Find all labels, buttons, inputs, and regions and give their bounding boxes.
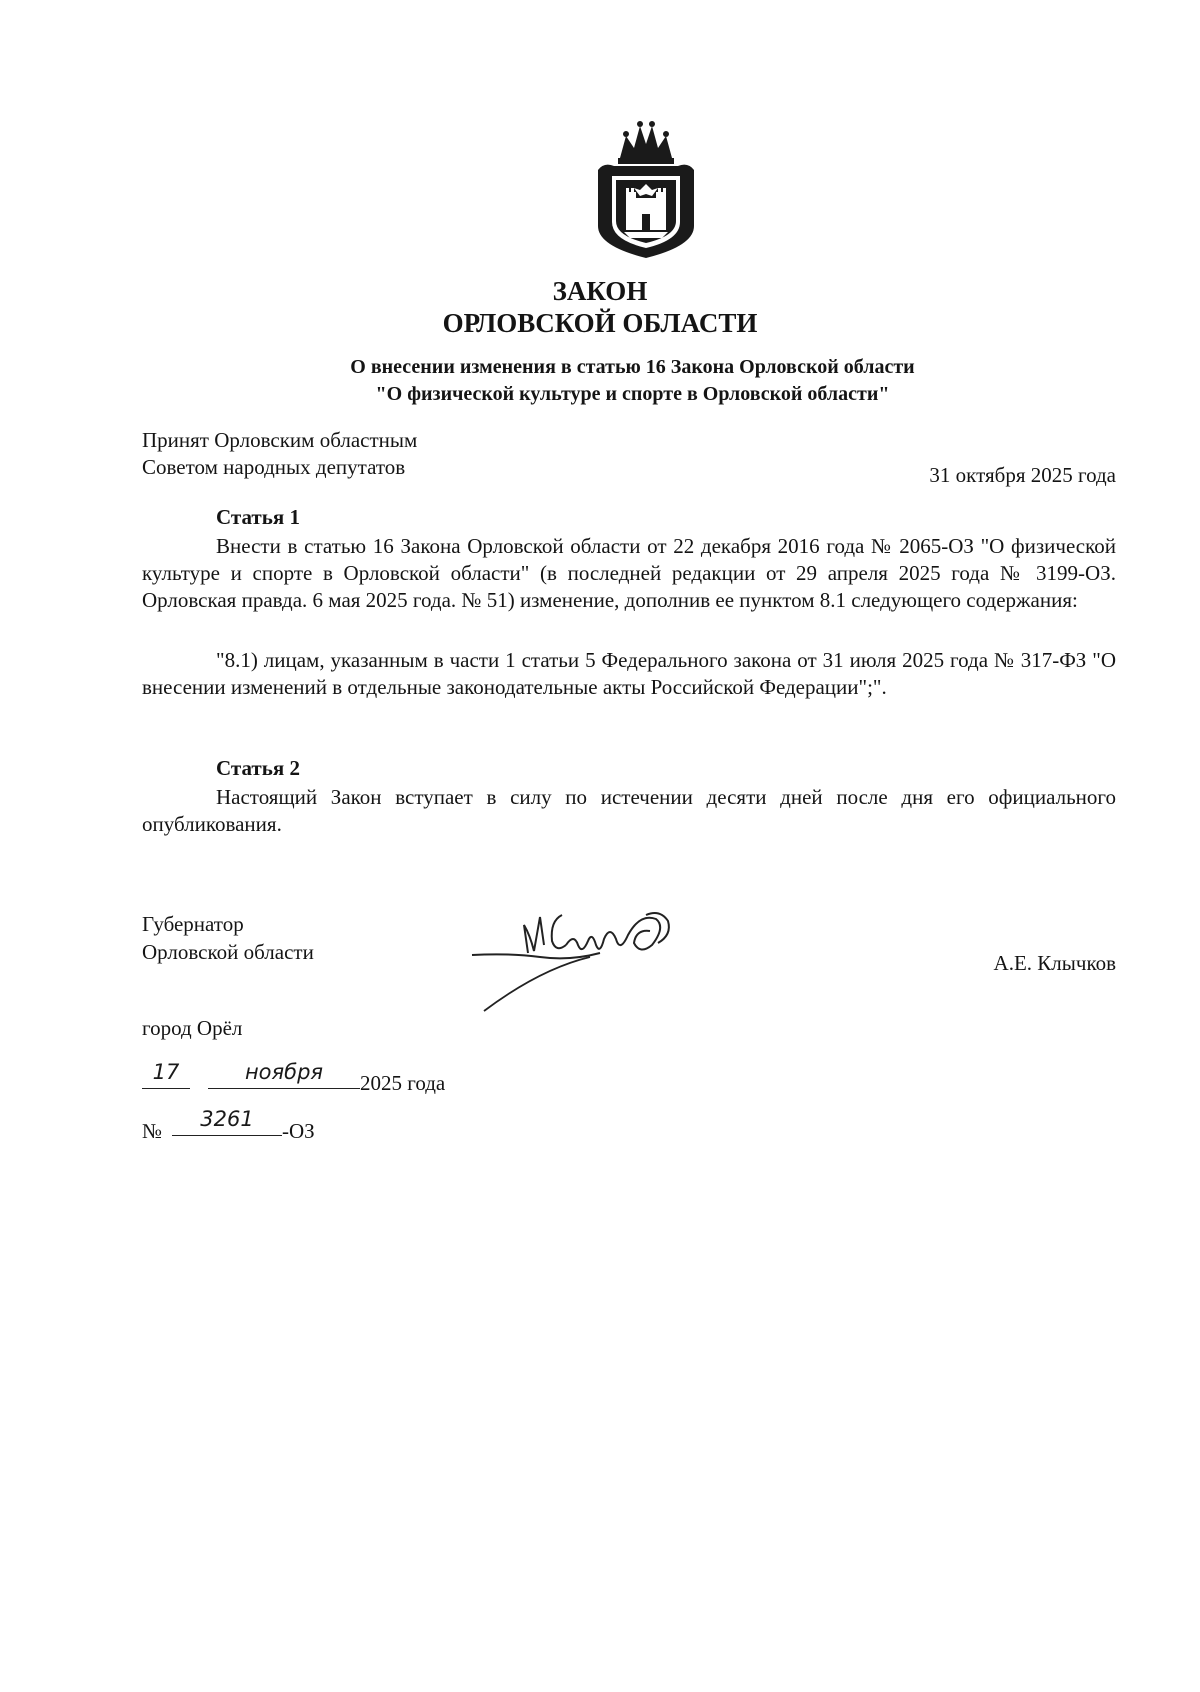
law-subtitle [0, 354, 1200, 408]
number-sign: № [142, 1119, 163, 1143]
date-month-value: ноября [244, 1060, 324, 1084]
article-1-heading: Статья 1 [216, 505, 300, 529]
adoption-date: 31 октября 2025 года [929, 463, 1116, 487]
article-1-paragraph: Внести в статью 16 Закона Орловской области от 22 декабря 2016 года № 2065-ОЗ "О физической культуре и спорте в Орловской области" (в последней редакции от 29 апреля 2025 года № 3199-ОЗ. Орловская правда. 6 мая 2025 года. № 51) изменение, дополнив ее пунктом 8.1 следующего содержания: [142, 534, 1116, 612]
law-number [142, 1105, 442, 1145]
number-blank [172, 1105, 282, 1136]
signatory-title-line: Губернатор [142, 912, 244, 936]
region-title: ОРЛОВСКОЙ ОБЛАСТИ [442, 308, 758, 338]
date-day-value: 17 [152, 1060, 180, 1084]
number-suffix: -ОЗ [282, 1119, 315, 1143]
subtitle-line: "О физической культуре и спорте в Орловской области" [375, 383, 890, 405]
adoption-line: Принят Орловским областным [142, 428, 418, 452]
handwritten-signature-icon [470, 895, 680, 1015]
article-2-paragraph: Настоящий Закон вступает в силу по истечении десяти дней после дня его официального опубликования. [142, 785, 1116, 836]
signatory-name: А.Е. Клычков [993, 951, 1116, 975]
article-1-paragraph: "8.1) лицам, указанным в части 1 статьи 5 Федерального закона от 31 июля 2025 года № 317-ФЗ "О внесении изменений в отдельные законодательные акты Российской Федерации";". [142, 648, 1116, 699]
date-day-blank [142, 1058, 190, 1089]
date-month-blank [208, 1058, 360, 1089]
number-value: 3261 [200, 1107, 254, 1131]
subtitle-line: О внесении изменения в статью 16 Закона Орловской области [350, 356, 915, 378]
signing-date [142, 1058, 542, 1098]
coat-of-arms-icon [590, 118, 702, 260]
adoption-line: Советом народных депутатов [142, 455, 406, 479]
signatory-title [142, 910, 314, 966]
adoption-body [142, 427, 417, 481]
article-2-heading: Статья 2 [216, 756, 300, 780]
document-type-title: ЗАКОН [552, 276, 648, 306]
city-label: город Орёл [142, 1016, 243, 1040]
date-year-label: 2025 года [360, 1071, 446, 1095]
signatory-title-line: Орловской области [142, 940, 314, 964]
